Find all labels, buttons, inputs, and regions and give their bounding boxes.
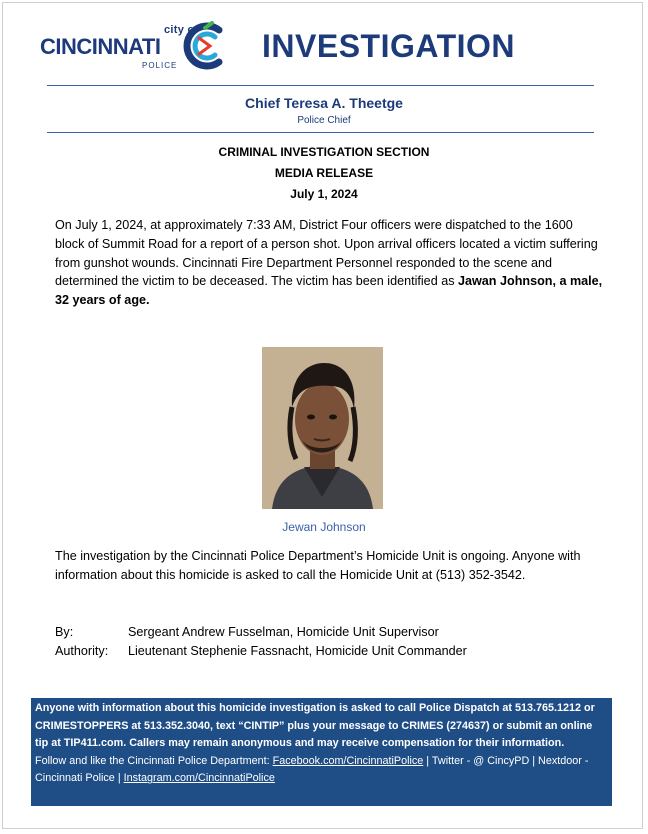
victim-photo [262,347,383,509]
photo-caption: Jewan Johnson [282,520,366,534]
byline-authority-label: Authority: [55,644,109,658]
incident-paragraph [55,216,605,310]
victim-identity: Jawan Johnson, a male, 32 years of age. [55,274,603,308]
byline-authority [55,644,467,658]
incident-text: On July 1, 2024, at approximately 7:33 AM, District Four officers were dispatched to the 1600 block of Summit Road for a report of a person shot. Upon arrival officers located a victim suffering from gunshot wounds. Cincinnati Fire Department Personnel responded to the scene and determined the victim to be deceased. The victim has been identified as [55,218,598,289]
logo-cityof-text: city of [164,24,199,36]
logo-police-text: POLICE [142,61,178,70]
facebook-link[interactable]: Facebook.com/CincinnatiPolice [272,754,424,767]
divider-bottom [47,132,594,133]
instagram-link[interactable]: Instagram.com/CincinnatiPolice [123,772,275,785]
release-type: MEDIA RELEASE [274,166,374,180]
social-links-line [35,753,608,788]
release-date: July 1, 2024 [290,187,358,201]
logo-city-text: CINCINNATI [40,34,161,59]
cincinnati-police-logo [40,20,230,75]
byline-authority-value: Lieutenant Stephenie Fassnacht, Homicide Unit Commander [128,644,467,658]
section-heading: CRIMINAL INVESTIGATION SECTION [218,145,430,159]
divider-top [47,85,594,86]
follow-prefix: Follow and like the Cincinnati Police Department: [35,754,273,767]
byline-by [55,625,439,639]
byline-by-value: Sergeant Andrew Fusselman, Homicide Unit Supervisor [128,625,439,639]
logo-c-emblem-icon [179,20,231,72]
byline-by-label: By: [55,625,74,639]
twitter-nextdoor-text: | Twitter - @ CincyPD | Nextdoor - Cincinnati Police | [35,754,589,785]
tip-footer-box [31,698,612,806]
tip-instructions: Anyone with information about this homicide investigation is asked to call Police Dispatch at 513.765.1212 or CRIMESTOPPERS at 513.352.3040, text “CINTIP” plus your message to CRIMES (274637) or submit an online tip at TIP411.com. Callers may remain anonymous and may receive compensation for their information. [35,702,595,750]
page-title: INVESTIGATION [262,28,516,64]
victim-portrait-image [262,347,383,509]
investigation-paragraph: The investigation by the Cincinnati Police Department’s Homicide Unit is ongoing. Anyone with information about this homicide is asked to call the Homicide Unit at (513) 352-3542. [55,549,581,582]
chief-title: Police Chief [297,115,351,126]
chief-name: Chief Teresa A. Theetge [245,95,403,111]
